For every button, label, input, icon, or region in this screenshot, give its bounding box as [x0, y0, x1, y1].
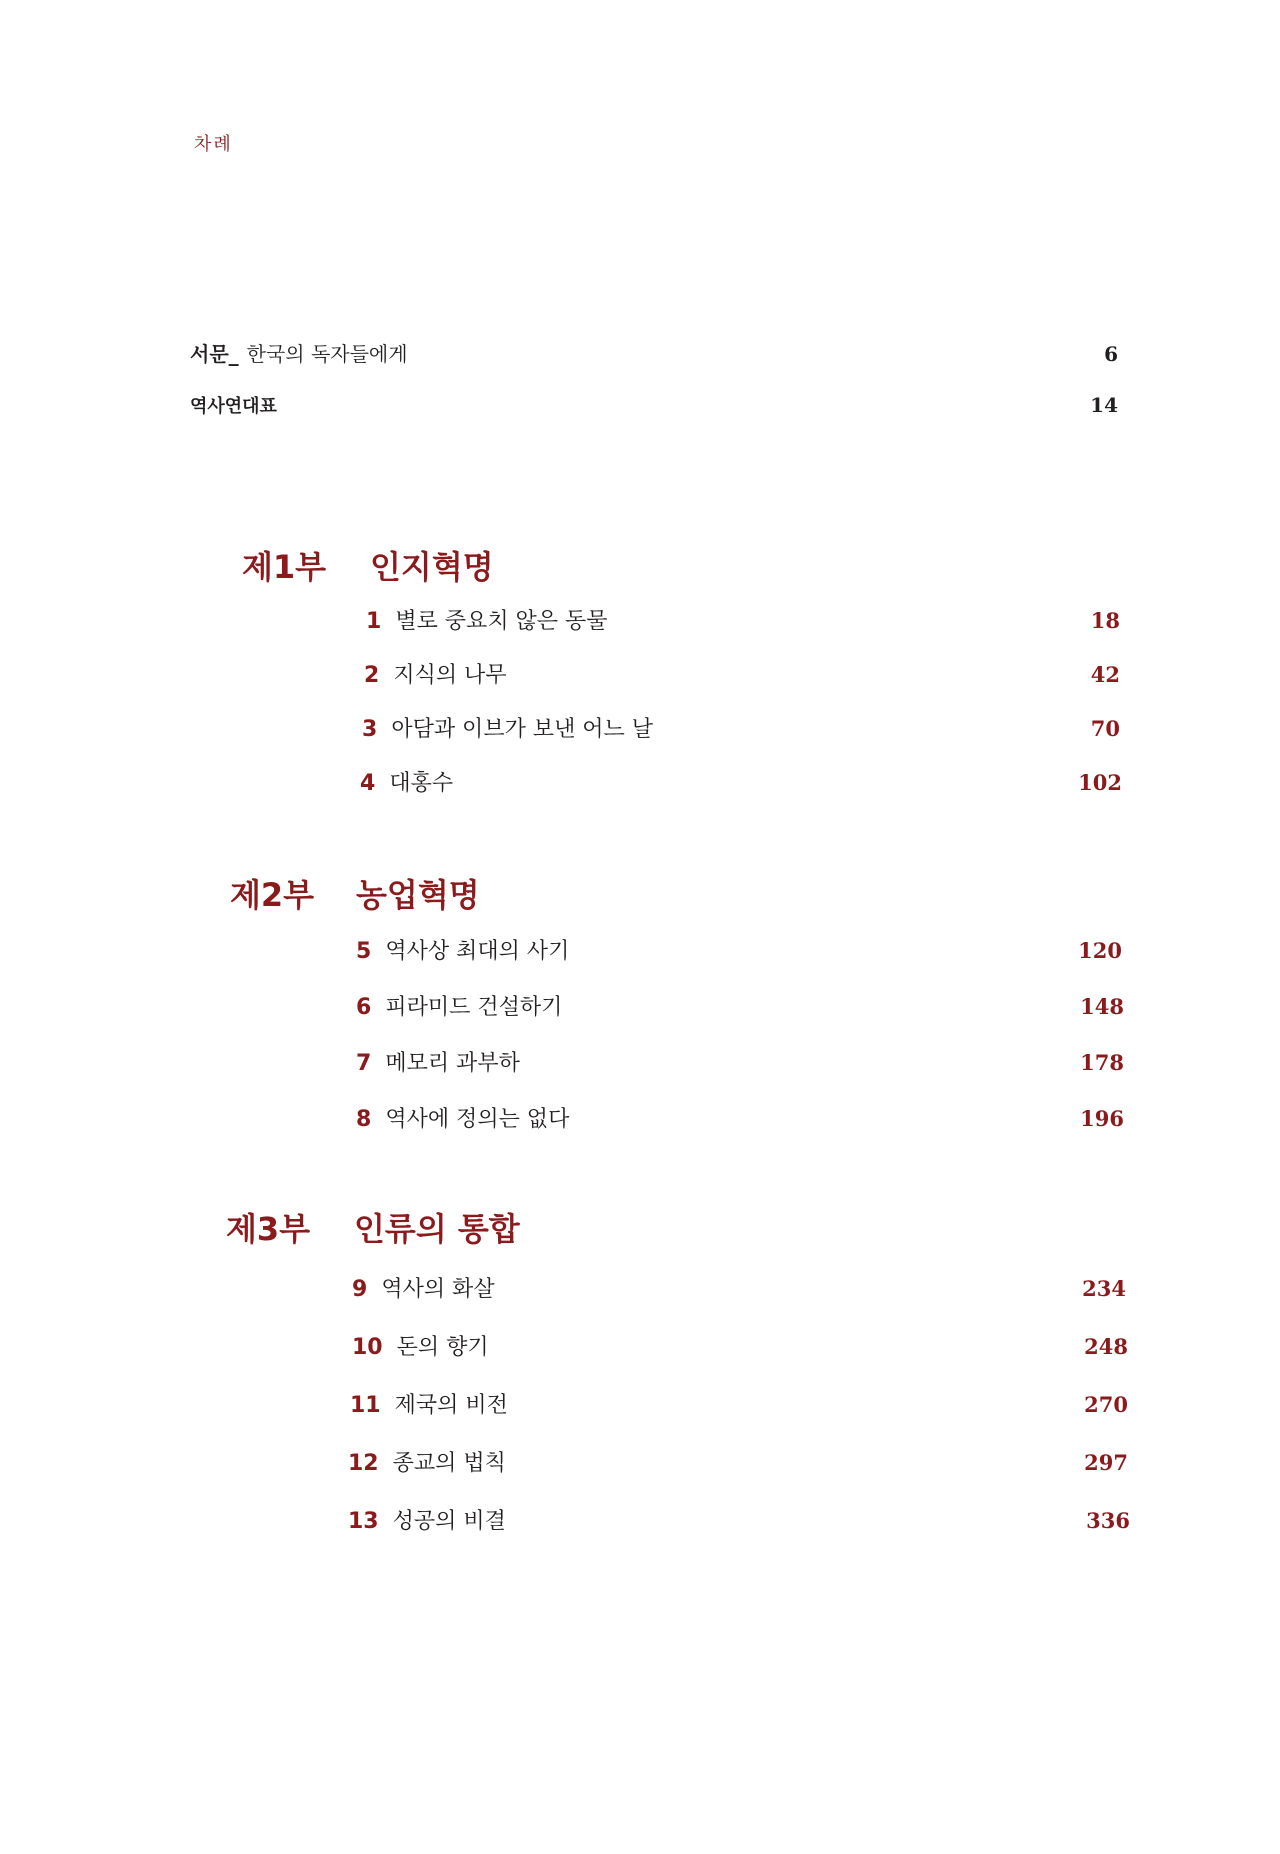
chapter-row[interactable]	[360, 766, 1122, 797]
part-name: 인류의 통합	[354, 1210, 520, 1248]
chapter-title: 역사의 화살	[381, 1277, 495, 1302]
chapter-title: 성공의 비결	[392, 1509, 506, 1534]
chapter-number: 7	[356, 1051, 372, 1076]
chapter-number: 4	[360, 771, 376, 796]
chapter-page: 196	[1080, 1106, 1124, 1131]
chapter-title: 제국의 비전	[394, 1393, 508, 1418]
chapter-row[interactable]	[348, 1504, 1130, 1535]
part-1-title	[242, 542, 494, 588]
chapter-title: 메모리 과부하	[385, 1051, 520, 1076]
chapter-title: 역사에 정의는 없다	[385, 1107, 570, 1132]
chapter-number: 13	[348, 1509, 379, 1534]
chapter-row[interactable]	[352, 1330, 1128, 1361]
chapter-number: 9	[352, 1277, 368, 1302]
chapter-row[interactable]	[348, 1446, 1128, 1477]
chapter-page: 18	[1090, 608, 1120, 633]
chapter-page: 148	[1080, 994, 1124, 1019]
chapter-row[interactable]	[366, 604, 1120, 635]
chapter-page: 70	[1090, 716, 1120, 741]
chapter-page: 178	[1080, 1050, 1124, 1075]
part-label: 제1부	[242, 548, 327, 586]
chapter-title: 아담과 이브가 보낸 어느 날	[391, 717, 654, 742]
chapter-number: 1	[366, 609, 382, 634]
chapter-number: 5	[356, 939, 372, 964]
chapter-number: 10	[352, 1335, 383, 1360]
part-2-title	[230, 870, 480, 916]
chapter-number: 12	[348, 1451, 379, 1476]
preface-title: 한국의 독자들에게	[246, 342, 408, 366]
chapter-page: 120	[1078, 938, 1122, 963]
part-label: 제2부	[230, 876, 315, 914]
chapter-row[interactable]	[356, 1102, 1124, 1133]
preface-prefix: 서문_	[190, 342, 239, 366]
chapter-page: 234	[1082, 1276, 1126, 1301]
part-name: 인지혁명	[370, 548, 494, 586]
front-matter-preface[interactable]	[190, 338, 1118, 367]
chapter-title: 대홍수	[389, 771, 454, 796]
chapter-title: 피라미드 건설하기	[385, 995, 563, 1020]
chapter-row[interactable]	[356, 934, 1122, 965]
chapter-page: 336	[1086, 1508, 1130, 1533]
timeline-title: 역사연대표	[190, 396, 277, 417]
part-3-title	[226, 1204, 520, 1250]
chapter-number: 3	[362, 717, 378, 742]
chapter-page: 270	[1084, 1392, 1128, 1417]
toc-heading: 차례	[194, 134, 233, 155]
page-number: 14	[1090, 393, 1118, 417]
page-number: 6	[1104, 342, 1118, 366]
chapter-page: 102	[1078, 770, 1122, 795]
chapter-row[interactable]	[356, 990, 1124, 1021]
chapter-title: 지식의 나무	[393, 663, 507, 688]
chapter-number: 6	[356, 995, 372, 1020]
chapter-row[interactable]	[350, 1388, 1128, 1419]
chapter-row[interactable]	[356, 1046, 1124, 1077]
chapter-title: 돈의 향기	[396, 1335, 489, 1360]
chapter-title: 별로 중요치 않은 동물	[395, 609, 608, 634]
chapter-number: 11	[350, 1393, 381, 1418]
chapter-row[interactable]	[352, 1272, 1126, 1303]
chapter-title: 종교의 법칙	[392, 1451, 506, 1476]
part-name: 농업혁명	[356, 876, 480, 914]
chapter-page: 297	[1084, 1450, 1128, 1475]
part-label: 제3부	[226, 1210, 311, 1248]
chapter-title: 역사상 최대의 사기	[385, 939, 570, 964]
chapter-number: 2	[364, 663, 380, 688]
chapter-number: 8	[356, 1107, 372, 1132]
front-matter-timeline[interactable]	[190, 392, 1118, 418]
chapter-page: 248	[1084, 1334, 1128, 1359]
chapter-row[interactable]	[362, 712, 1120, 743]
chapter-page: 42	[1090, 662, 1120, 687]
front-matter-title	[190, 338, 408, 367]
chapter-row[interactable]	[364, 658, 1120, 689]
